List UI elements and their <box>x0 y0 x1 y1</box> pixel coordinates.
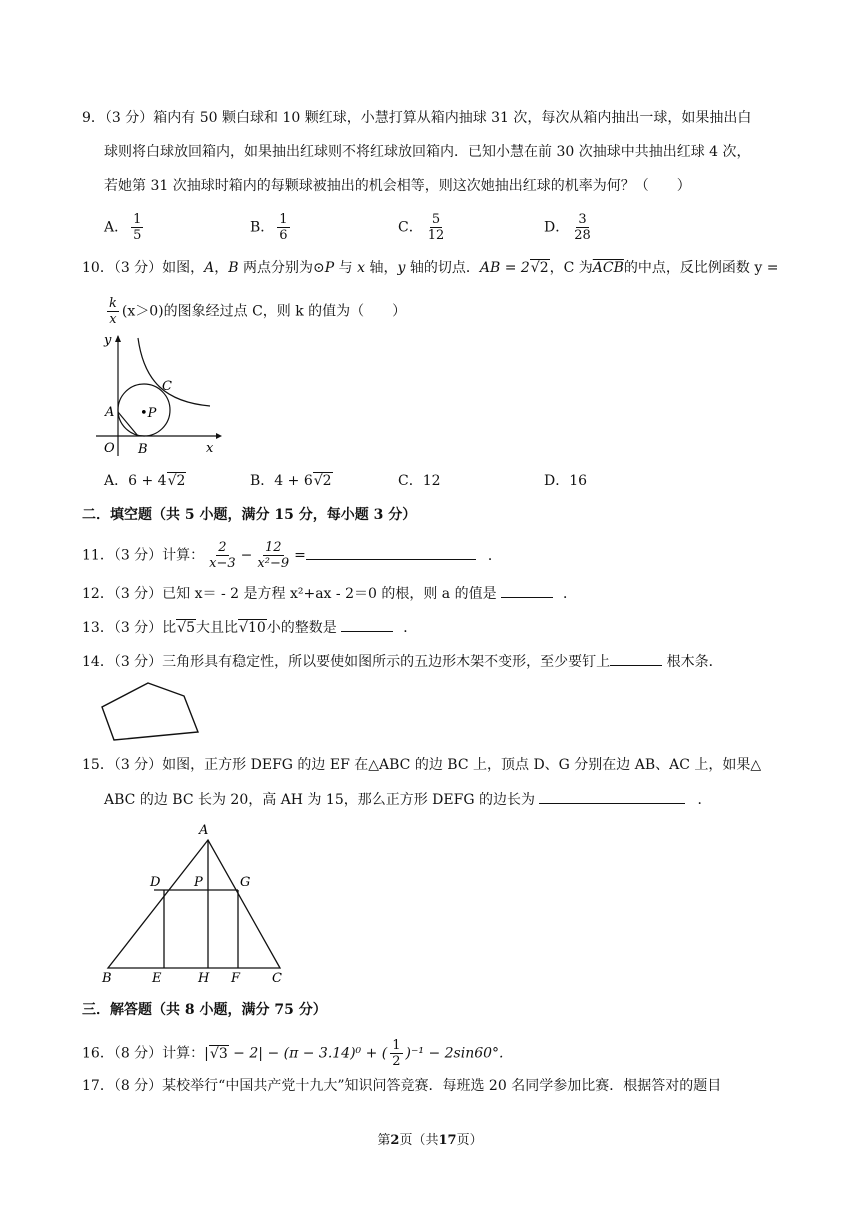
q15-label-g: G <box>240 875 251 890</box>
q10-line-2: $\frac{k}{x}$ (x＞0)的图象经过点 C，则 k 的值为（ ） <box>109 296 407 327</box>
q13: 13．（3 分）比√5大且比√10小的整数是 ． <box>82 617 417 638</box>
q12-answer-blank[interactable] <box>501 583 553 598</box>
q10-line-1: 10．（3 分）如图，A，B 两点分别为⊙P 与 x 轴，y 轴的切点．AB = 2√2，C 为$\overline{ACB}$的中点，反比例函数 y = <box>82 260 779 276</box>
q15-label-f: F <box>231 971 241 984</box>
q9-option-a: A． $\frac{1}{5}$ <box>104 212 142 243</box>
q15-line-1: 15．（3 分）如图，正方形 DEFG 的边 EF 在△ABC 的边 BC 上，顶点 D、G 分别在边 AB、AC 上，如果△ <box>82 757 762 773</box>
q10-label-x: x <box>206 441 214 456</box>
q10-option-d: D．16 <box>544 473 588 489</box>
q9-option-d: D． $\frac{3}{28}$ <box>544 212 591 243</box>
page-number: 2 <box>390 1133 400 1148</box>
section-3-heading: 三．解答题（共 8 小题，满分 75 分） <box>82 1002 327 1018</box>
page-footer: 第2页（共17页） <box>377 1133 483 1148</box>
q15-label-b: B <box>102 971 112 984</box>
q10-label-a: A <box>105 405 115 420</box>
q16: 16．（8 分）计算：|√3 − 2| − (π − 3.14)⁰ + ( $\frac{1}{2}$ )⁻¹ − 2sin60°. <box>82 1038 504 1069</box>
q10-label-o: O <box>104 441 115 456</box>
q15-figure <box>98 818 288 984</box>
q14: 14．（3 分）三角形具有稳定性，所以要使如图所示的五边形木架不变形，至少要钉上 根木条． <box>82 651 723 672</box>
section-2-heading: 二．填空题（共 5 小题，满分 15 分，每小题 3 分） <box>82 507 417 523</box>
q9-line-3: 若她第 31 次抽球时箱内的每颗球被抽出的机会相等，则这次她抽出红球的机率为何？（ ） <box>104 178 691 194</box>
q15-label-p: P <box>194 875 203 890</box>
q10-option-b: B．4 + 6√2 <box>250 473 332 489</box>
q9-line-2: 球则将白球放回箱内，如果抽出红球则不将红球放回箱内．已知小慧在前 30 次抽球中共抽出红球 4 次， <box>104 144 751 160</box>
q15-label-a: A <box>199 823 209 838</box>
q11-answer-blank[interactable] <box>306 545 476 560</box>
q15-label-h: H <box>198 971 210 984</box>
q9-option-b: B． $\frac{1}{6}$ <box>250 212 288 243</box>
q10-option-a: A．6 + 4√2 <box>104 473 186 489</box>
q10-option-c: C．12 <box>398 473 441 489</box>
q10-label-p: •P <box>140 406 157 421</box>
q14-answer-blank[interactable] <box>610 651 662 666</box>
q9-option-c: C． $\frac{5}{12}$ <box>398 212 445 243</box>
q10-figure <box>96 332 222 456</box>
q15-label-d: D <box>150 875 161 890</box>
q17-line-1: 17．（8 分）某校举行“中国共产党十九大”知识问答竞赛．每班选 20 名同学参加比赛．根据答对的题目 <box>82 1078 722 1094</box>
q11: 11．（3 分）计算： $\frac{2}{x-3}$ − $\frac{12}{\text{x²−9}}$ = ． <box>82 540 502 571</box>
q10-label-c: C <box>162 379 172 394</box>
q10-label-y: y <box>104 333 112 348</box>
q9-line-1: 9．（3 分）箱内有 50 颗白球和 10 颗红球，小慧打算从箱内抽球 31 次，每次从箱内抽出一球，如果抽出白 <box>82 110 752 126</box>
q15-label-e: E <box>152 971 162 984</box>
q15-label-c: C <box>272 971 282 984</box>
q10-label-b: B <box>138 442 148 456</box>
q14-pentagon-figure <box>98 680 202 742</box>
page-total: 17 <box>438 1133 457 1148</box>
q12: 12．（3 分）已知 x＝ - 2 是方程 x²+ax - 2＝0 的根，则 a 的值是 ． <box>82 583 577 604</box>
q15-line-2: ABC 的边 BC 长为 20，高 AH 为 15，那么正方形 DEFG 的边长为 ． <box>104 789 711 810</box>
q13-answer-blank[interactable] <box>341 617 393 632</box>
q15-answer-blank[interactable] <box>539 789 685 804</box>
